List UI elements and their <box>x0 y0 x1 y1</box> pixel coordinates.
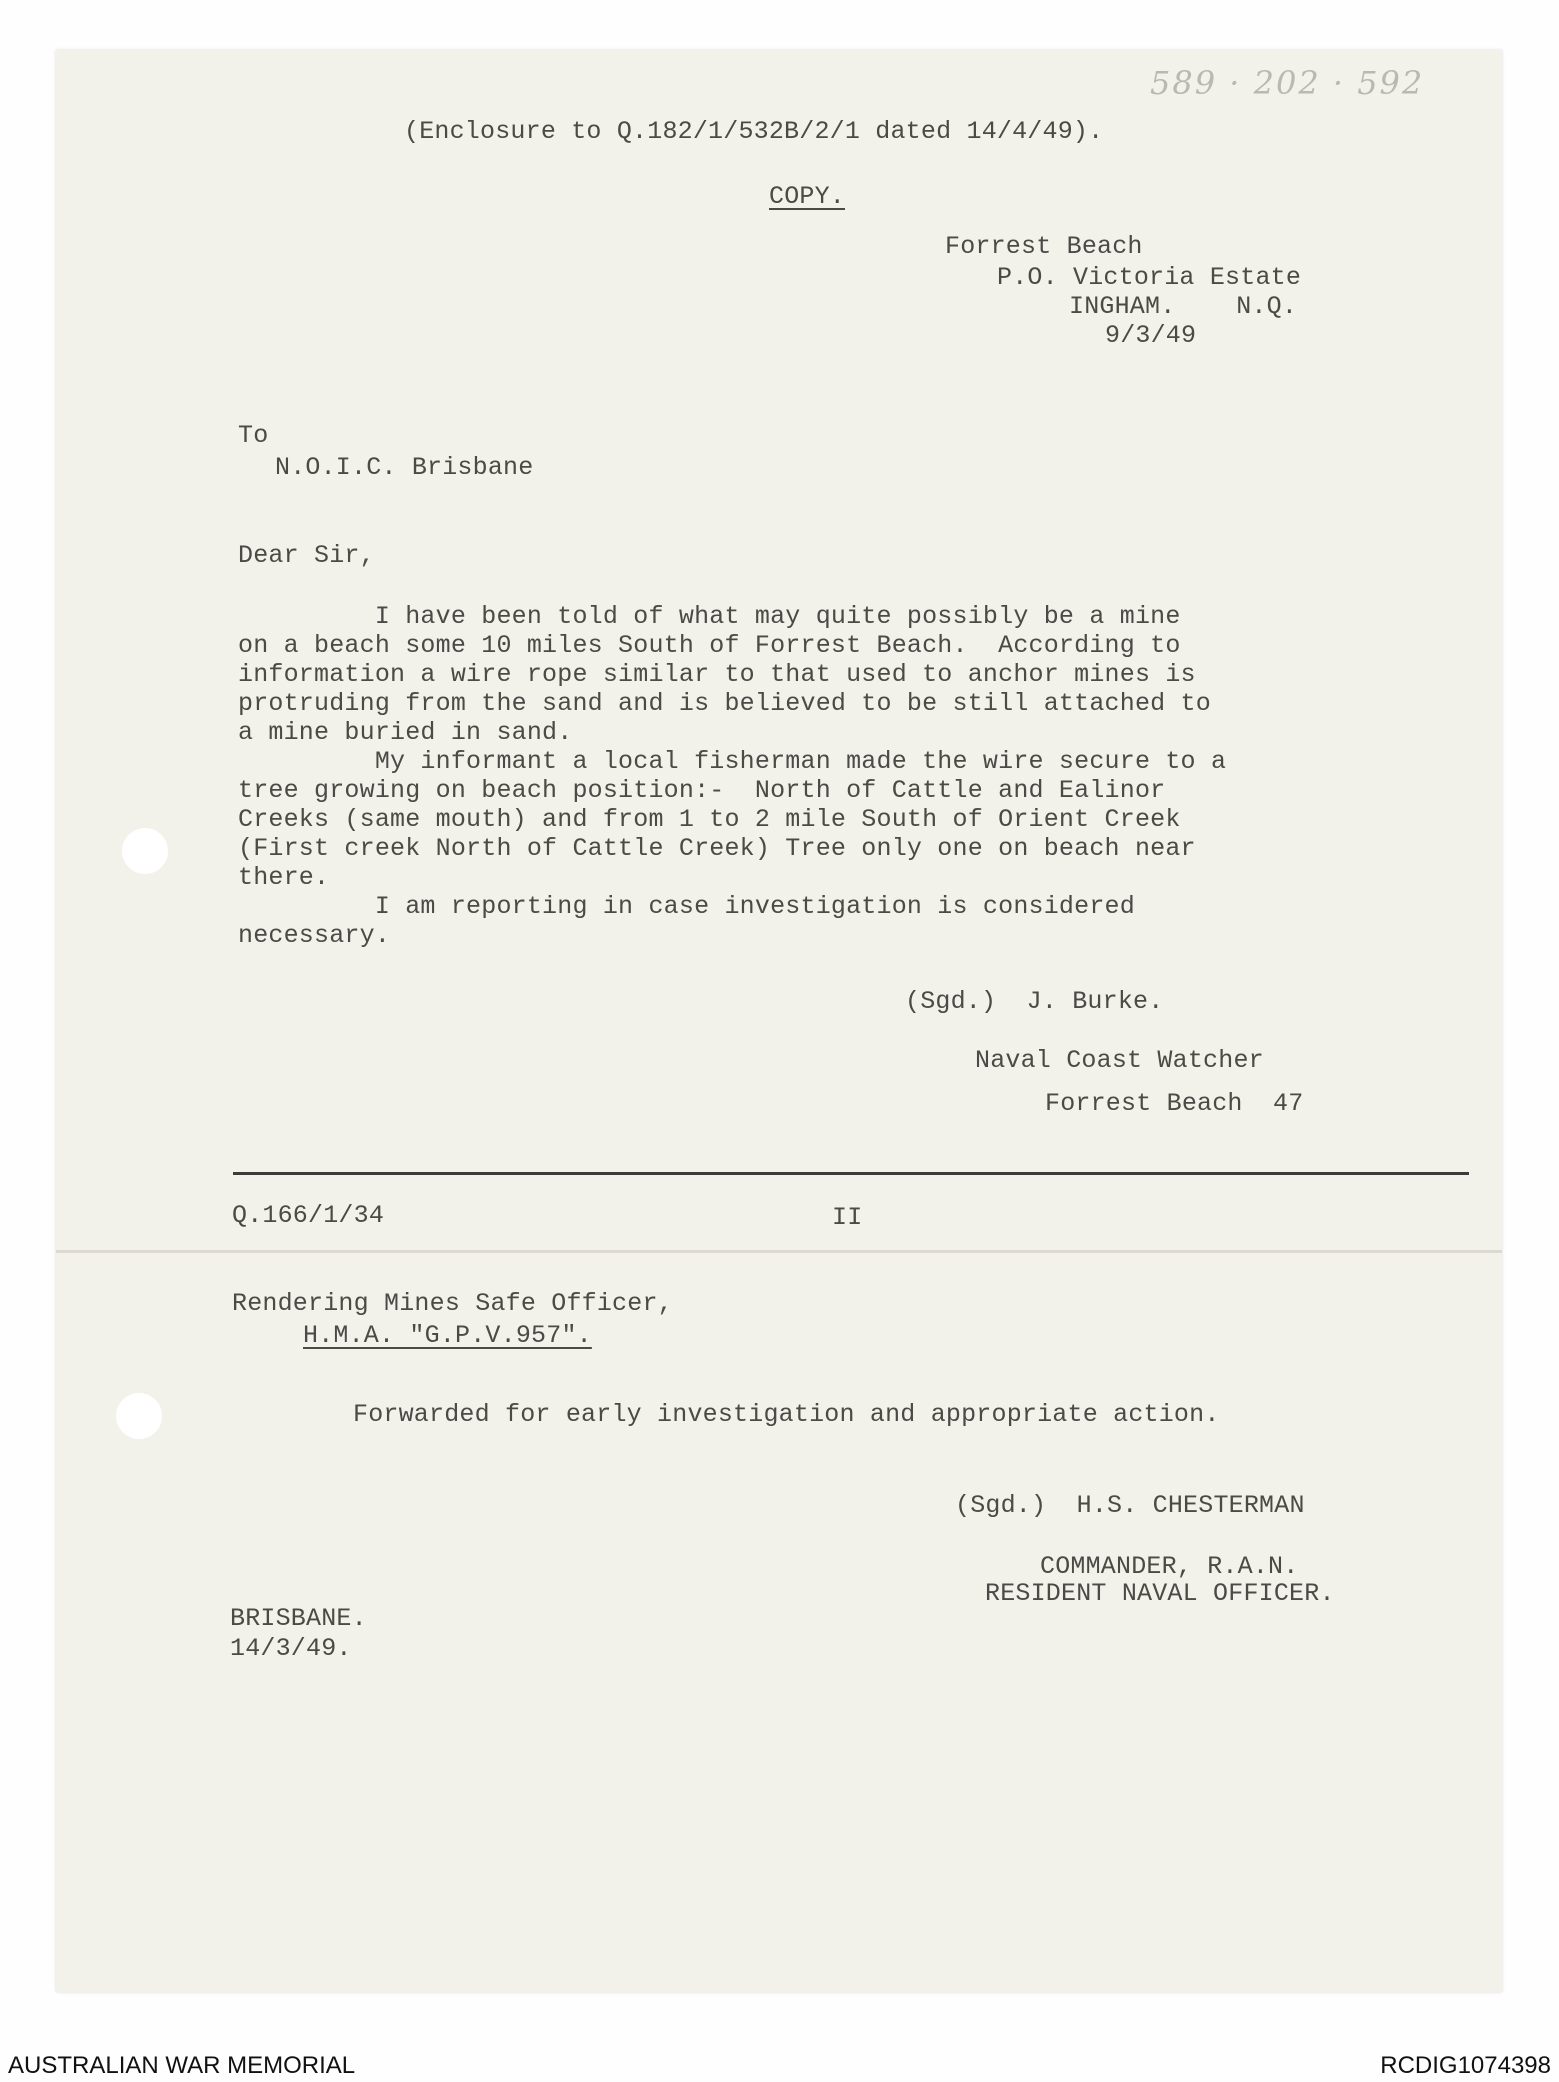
salutation: Dear Sir, <box>238 541 375 570</box>
address-line-3: INGHAM. N.Q. <box>1069 292 1298 321</box>
section-divider <box>233 1172 1469 1175</box>
body-line: on a beach some 10 miles South of Forrest Beach. According to <box>238 631 1181 660</box>
archive-id: RCDIG1074398 <box>1380 2052 1551 2079</box>
chesterman-role: RESIDENT NAVAL OFFICER. <box>985 1579 1335 1608</box>
punch-hole-top <box>122 828 168 874</box>
to-label: To <box>238 421 269 450</box>
body-line: there. <box>238 863 330 892</box>
punch-hole-bottom <box>116 1393 162 1439</box>
minute-addressee-vessel: H.M.A. "G.P.V.957". <box>303 1321 592 1350</box>
copy-heading: COPY. <box>769 182 846 211</box>
paper-fold <box>56 1250 1502 1253</box>
enclosure-line: (Enclosure to Q.182/1/532B/2/1 dated 14/4/49). <box>404 117 1104 146</box>
chesterman-rank: COMMANDER, R.A.N. <box>1040 1552 1299 1581</box>
archive-credit: AUSTRALIAN WAR MEMORIAL <box>8 2052 356 2079</box>
address-line-1: Forrest Beach <box>945 232 1143 261</box>
body-line: necessary. <box>238 921 391 950</box>
minute-body: Forwarded for early investigation and appropriate action. <box>353 1400 1220 1429</box>
letter-body <box>238 602 1398 950</box>
handwritten-reference: 589 · 202 · 592 <box>1150 64 1425 102</box>
minute-addressee: Rendering Mines Safe Officer, <box>232 1289 673 1318</box>
body-line: My informant a local fisherman made the wire secure to a <box>238 747 1227 776</box>
recipient: N.O.I.C. Brisbane <box>275 453 534 482</box>
minute-date: 14/3/49. <box>230 1634 352 1663</box>
document-page <box>56 50 1502 1992</box>
body-line: a mine buried in sand. <box>238 718 573 747</box>
burke-place: Forrest Beach 47 <box>1045 1089 1304 1118</box>
minute-file-ref: Q.166/1/34 <box>232 1201 385 1230</box>
body-line: Creeks (same mouth) and from 1 to 2 mile South of Orient Creek <box>238 805 1181 834</box>
burke-title: Naval Coast Watcher <box>975 1046 1264 1075</box>
chesterman-signature: (Sgd.) H.S. CHESTERMAN <box>955 1491 1305 1520</box>
minute-place: BRISBANE. <box>230 1604 367 1633</box>
body-line: tree growing on beach position:- North of Cattle and Ealinor <box>238 776 1166 805</box>
body-line: protruding from the sand and is believed to be still attached to <box>238 689 1211 718</box>
address-line-2: P.O. Victoria Estate <box>997 263 1302 292</box>
letter-date: 9/3/49 <box>1105 321 1197 350</box>
body-line: information a wire rope similar to that used to anchor mines is <box>238 660 1196 689</box>
burke-signature: (Sgd.) J. Burke. <box>905 987 1164 1016</box>
body-line: I have been told of what may quite possibly be a mine <box>238 602 1181 631</box>
body-line: I am reporting in case investigation is considered <box>238 892 1135 921</box>
body-line: (First creek North of Cattle Creek) Tree only one on beach near <box>238 834 1196 863</box>
minute-number: II <box>832 1203 863 1232</box>
